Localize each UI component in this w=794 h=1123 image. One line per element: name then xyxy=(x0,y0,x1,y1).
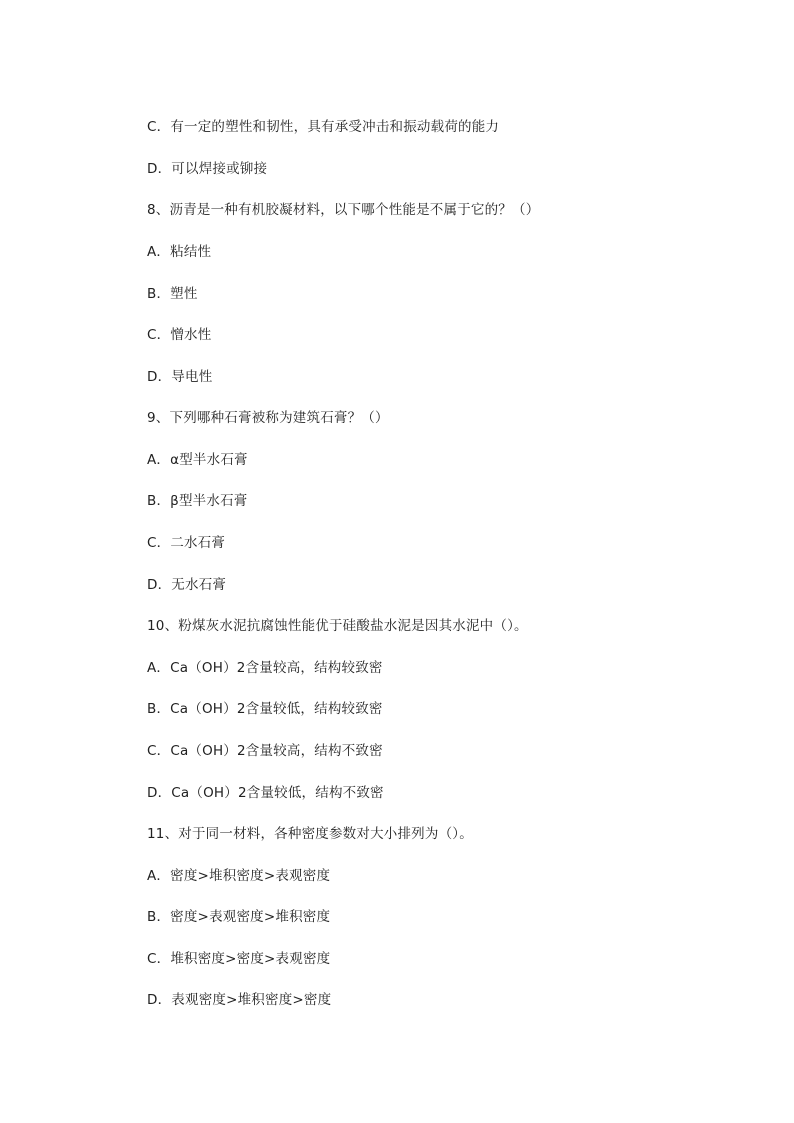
q11-option-b: B．密度>表观密度>堆积密度 xyxy=(147,909,331,925)
q10-question: 10、粉煤灰水泥抗腐蚀性能优于硅酸盐水泥是因其水泥中（）。 xyxy=(147,618,528,634)
q8-option-b: B．塑性 xyxy=(147,286,198,302)
q10-option-c: C．Ca（OH）2含量较高，结构不致密 xyxy=(147,743,383,759)
q10-option-a: A．Ca（OH）2含量较高，结构较致密 xyxy=(147,660,383,676)
q10-option-d: D．Ca（OH）2含量较低，结构不致密 xyxy=(147,785,384,801)
q8-option-c: C．憎水性 xyxy=(147,327,212,343)
q9-option-b: B．β型半水石膏 xyxy=(147,493,248,509)
q9-option-a: A．α型半水石膏 xyxy=(147,452,248,468)
q9-option-d: D．无水石膏 xyxy=(147,577,227,593)
q8-question: 8、沥青是一种有机胶凝材料，以下哪个性能是不属于它的？（） xyxy=(147,202,540,218)
q9-option-c: C．二水石膏 xyxy=(147,535,226,551)
q8-option-d: D．导电性 xyxy=(147,369,213,385)
q7-option-d: D．可以焊接或铆接 xyxy=(147,161,268,177)
q8-option-a: A．粘结性 xyxy=(147,244,212,260)
q11-option-c: C．堆积密度>密度>表观密度 xyxy=(147,951,331,967)
q10-option-b: B．Ca（OH）2含量较低，结构较致密 xyxy=(147,701,383,717)
q11-option-d: D．表观密度>堆积密度>密度 xyxy=(147,992,332,1008)
q7-option-c: C．有一定的塑性和韧性，具有承受冲击和振动载荷的能力 xyxy=(147,119,500,135)
q11-question: 11、对于同一材料，各种密度参数对大小排列为（）。 xyxy=(147,826,473,842)
q11-option-a: A．密度>堆积密度>表观密度 xyxy=(147,868,331,884)
q9-question: 9、下列哪种石膏被称为建筑石膏？（） xyxy=(147,410,389,426)
